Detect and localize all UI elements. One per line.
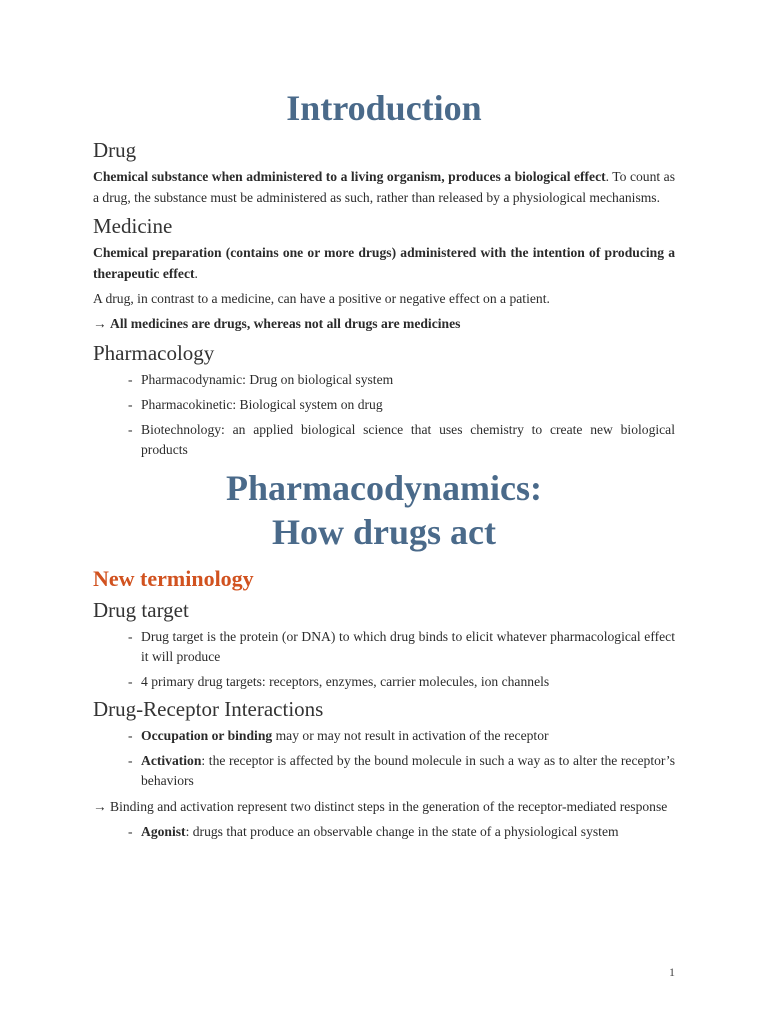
heading-pharmacology: Pharmacology <box>93 341 215 365</box>
interactions-list <box>93 726 675 791</box>
agonist-rest: : drugs that produce an observable change in the state of a physiological system <box>185 824 619 839</box>
title-pharmacodynamics-line2: How drugs act <box>272 512 496 552</box>
heading-drug-target: Drug target <box>93 598 189 622</box>
occupation-rest: may or may not result in activation of the receptor <box>272 728 549 743</box>
drug-medicine-contrast: A drug, in contrast to a medicine, can have a positive or negative effect on a patient. <box>93 291 550 306</box>
heading-drug-receptor-interactions: Drug-Receptor Interactions <box>93 697 324 721</box>
drug-target-list <box>93 627 675 692</box>
occupation-bold: Occupation or binding <box>141 728 273 743</box>
medicine-definition <box>93 242 675 284</box>
pharmacology-list <box>93 370 675 460</box>
list-item: - 4 primary drug targets: receptors, enzymes, carrier molecules, ion channels <box>141 672 675 692</box>
list-item <box>141 726 675 746</box>
list-item: - Pharmacodynamic: Drug on biological system <box>141 370 675 390</box>
list-item <box>141 822 675 842</box>
activation-rest: : the receptor is affected by the bound molecule in such a way as to alter the receptor’s behaviors <box>141 753 675 788</box>
conclusion-line <box>93 313 675 334</box>
list-item: - Biotechnology: an applied biological science that uses chemistry to create new biological products <box>141 420 675 460</box>
activation-bold: Activation <box>141 753 202 768</box>
binding-note-text: Binding and activation represent two distinct steps in the generation of the receptor-mediated response <box>110 799 668 814</box>
drug-definition-bold: Chemical substance when administered to a living organism, produces a biological effect <box>93 169 606 184</box>
list-item <box>141 751 675 791</box>
arrow-icon: → <box>93 799 107 814</box>
agonist-list <box>93 822 675 842</box>
arrow-icon: → <box>93 316 107 331</box>
title-pharmacodynamics-line1: Pharmacodynamics: <box>226 468 542 508</box>
drug-definition <box>93 166 675 208</box>
drug-definition-rest: . To count as a drug, the substance must be administered as such, rather than released by a physiological mechanisms. <box>93 169 675 205</box>
page-number: 1 <box>669 965 675 979</box>
heading-drug: Drug <box>93 138 137 162</box>
heading-new-terminology: New terminology <box>93 566 254 591</box>
binding-activation-note <box>93 796 675 817</box>
medicine-definition-rest: . <box>194 266 198 281</box>
heading-medicine: Medicine <box>93 214 173 238</box>
list-item: - Pharmacokinetic: Biological system on drug <box>141 395 675 415</box>
conclusion-text: All medicines are drugs, whereas not all drugs are medicines <box>110 316 461 331</box>
medicine-definition-bold: Chemical preparation (contains one or more drugs) administered with the intention of producing a therapeutic effect <box>93 245 675 281</box>
list-item: - Drug target is the protein (or DNA) to which drug binds to elicit whatever pharmacological effect it will produce <box>141 627 675 667</box>
title-introduction: Introduction <box>286 88 482 128</box>
agonist-bold: Agonist <box>141 824 186 839</box>
title-pharmacodynamics <box>93 466 675 554</box>
